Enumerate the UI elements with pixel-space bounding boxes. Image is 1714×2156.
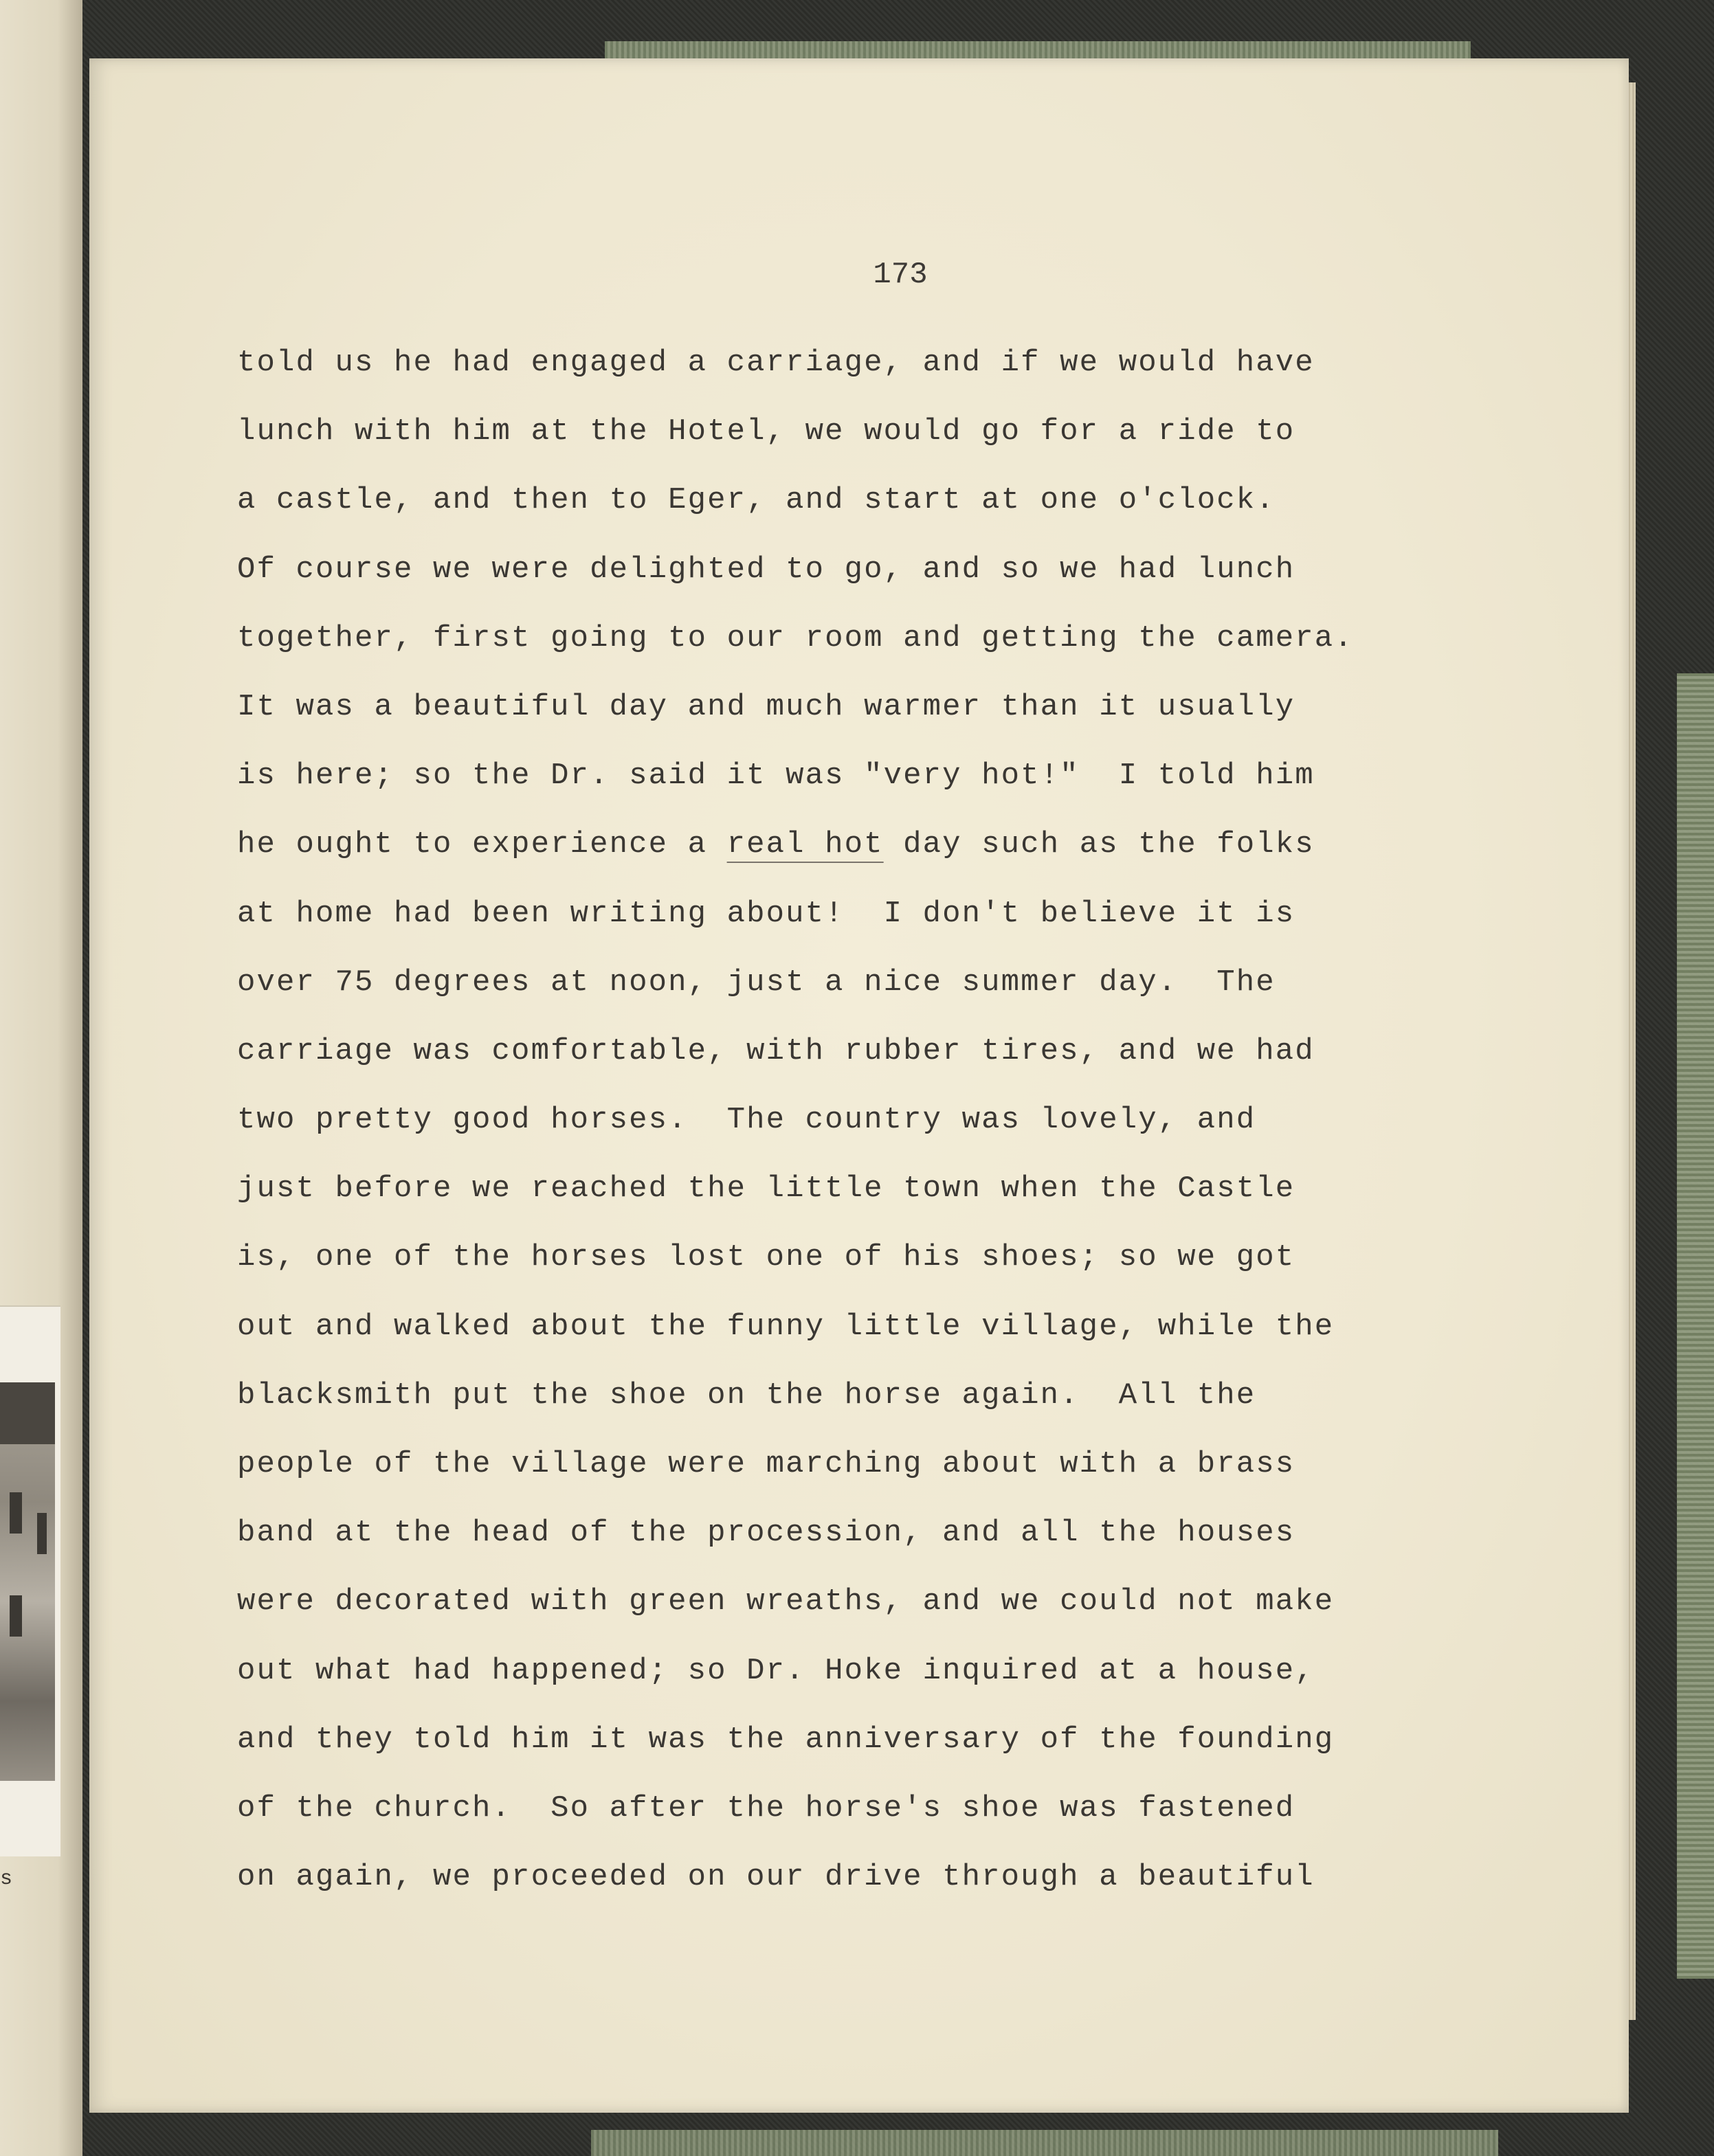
photo-window	[37, 1513, 47, 1554]
text-line: over 75 degrees at noon, just a nice summer day. The	[237, 965, 1276, 1000]
text-line: just before we reached the little town when the Castle	[237, 1171, 1295, 1206]
text-line	[237, 810, 1447, 879]
text-line: were decorated with green wreaths, and we could not make	[237, 1584, 1335, 1619]
text-line: blacksmith put the shoe on the horse again. All the	[237, 1378, 1256, 1413]
typewritten-body	[237, 328, 1447, 1911]
text-line: lunch with him at the Hotel, we would go for a ride to	[237, 414, 1295, 449]
text-line: band at the head of the procession, and all the houses	[237, 1516, 1295, 1551]
text-line: told us he had engaged a carriage, and if we would have	[237, 346, 1315, 380]
text-line: carriage was comfortable, with rubber tires, and we had	[237, 1033, 1315, 1068]
text-line: is here; so the Dr. said it was "very hot!" I told him	[237, 759, 1315, 794]
text-line: together, first going to our room and getting the camera.	[237, 620, 1354, 655]
text-line: and they told him it was the anniversary of the founding	[237, 1722, 1335, 1757]
text-line: out what had happened; so Dr. Hoke inquired at a house,	[237, 1653, 1315, 1688]
text-line: out and walked about the funny little village, while the	[237, 1309, 1335, 1344]
photo-window	[10, 1492, 22, 1534]
text-line: people of the village were marching about with a brass	[237, 1447, 1295, 1481]
photo-mount	[0, 1305, 60, 1856]
page-number: 173	[873, 258, 928, 292]
photo-roof	[0, 1382, 55, 1444]
text-line: of the church. So after the horse's shoe was fastened	[237, 1790, 1295, 1826]
text-line: Of course we were delighted to go, and so we had lunch	[237, 552, 1295, 587]
text-line: is, one of the horses lost one of his shoes; so we got	[237, 1240, 1295, 1275]
text-line: at home had been writing about! I don't believe it is	[237, 896, 1295, 931]
text-line: a castle, and then to Eger, and start at one o'clock.	[237, 483, 1276, 518]
text-segment: day such as the folks	[883, 827, 1315, 862]
text-line: on again, we proceeded on our drive through a beautiful	[237, 1860, 1315, 1895]
photo-window	[10, 1595, 22, 1637]
underlined-phrase: real hot	[726, 827, 884, 862]
cloth-binding-right	[1677, 673, 1714, 1979]
cloth-binding-bottom	[591, 2130, 1498, 2156]
left-facing-page	[0, 0, 82, 2156]
text-segment: he ought to experience a	[237, 827, 727, 862]
text-line: It was a beautiful day and much warmer than it usually	[237, 689, 1295, 724]
left-caption-fragment: s	[0, 1867, 13, 1891]
text-line: two pretty good horses. The country was lovely, and	[237, 1103, 1256, 1138]
